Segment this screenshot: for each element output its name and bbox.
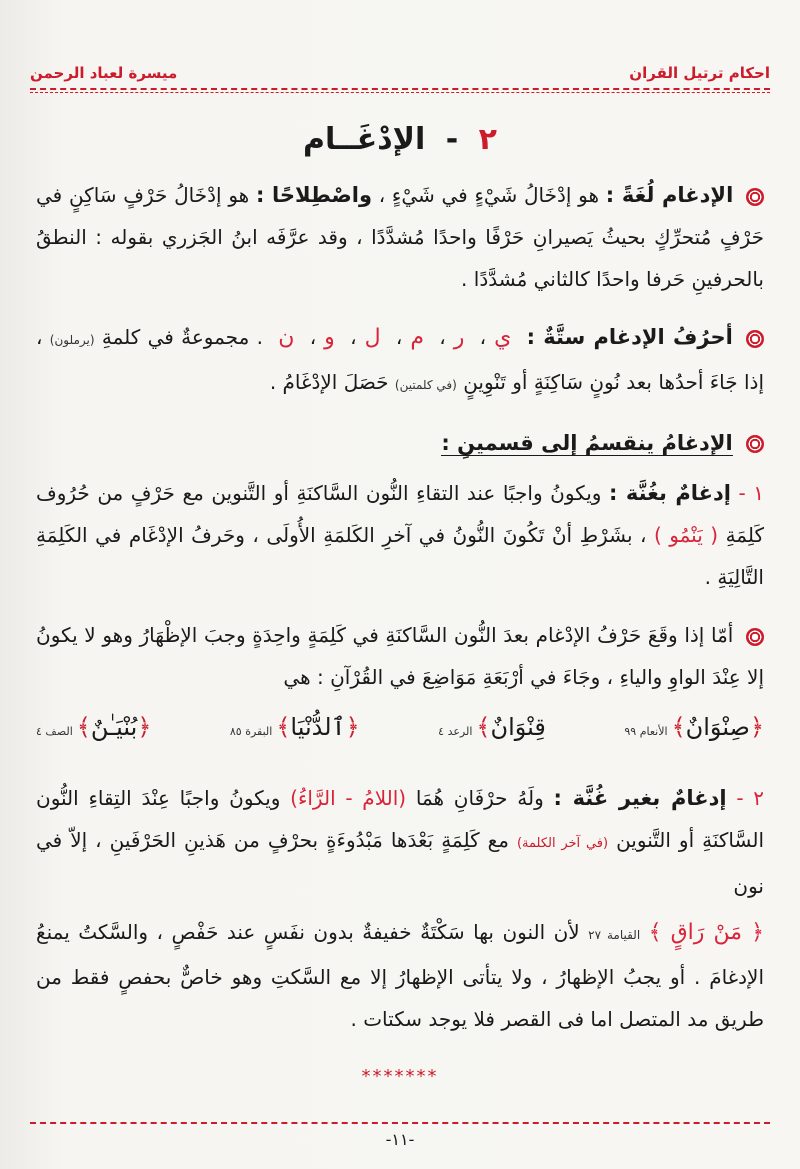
- quran-reference: الأنعام ٩٩: [624, 725, 668, 738]
- term-technical: واصْطِلاحًا :: [255, 183, 372, 207]
- type2-term: إدغامٌ بغير غُنَّة :: [553, 786, 727, 810]
- section-heading: [36, 422, 764, 464]
- letters-note: (في كلمتين): [394, 378, 457, 392]
- type2-note: (في آخر الكلمة): [516, 836, 609, 851]
- type1-word: ( يَنْمُو ): [653, 523, 719, 547]
- type1-number: ١ -: [738, 481, 764, 505]
- quran-examples: [36, 706, 764, 753]
- flower-bullet-icon: [746, 330, 764, 348]
- letter-waw: و: [324, 325, 335, 350]
- section-end-stars: *******: [361, 1066, 439, 1087]
- flower-bullet-icon: [746, 435, 764, 453]
- definition-technical: هو إدْخَالُ حَرْفٍ سَاكِنٍ في حَرْفٍ مُتحرِّكٍ بحيثُ يَصيرانِ حَرْفًا واحدًا مُشدَّدًا ، وقد عرَّفَه ابنُ الجَزري بقوله : النطقُ بالحرفينِ حَرفا واحدًا كالثاني مُشدَّدًا .: [36, 183, 764, 291]
- quran-example: ﴿ٱلدُّنْيَا﴾البقرة ٨٥: [229, 713, 360, 741]
- letter-ra: ر: [453, 325, 465, 350]
- type2-text-3: مع كَلِمَةٍ بَعْدَها مَبْدُوءَةٍ بحرْفٍ من هَذينِ الحَرْفَينِ ، إلاّ في نون: [36, 828, 764, 898]
- quran-reference: الرعد ٤: [438, 725, 473, 738]
- letter-ya: ي: [494, 325, 512, 350]
- definition-linguistic: هو إدْخَالُ شَيْءٍ في شَيْءٍ ،: [378, 183, 600, 207]
- quran-example: ﴿بُنْيَـٰنٌ﴾الصف ٤: [36, 713, 152, 741]
- type1-paragraph: [36, 472, 764, 598]
- term-letters: أحرُفُ الإدغام ستَّةٌ :: [526, 325, 733, 349]
- footer-divider: [30, 1122, 770, 1124]
- type1-text-2: ، بشَرْطِ أنْ تَكُونَ النُّونُ في آخرِ الكَلمَةِ الأُولَى ، وحَرفُ الإدْغَام في الكَلِمَةِ التَّالِيَةِ .: [36, 523, 764, 589]
- quran-word: ٱلدُّنْيَا: [290, 713, 346, 741]
- letters-text-3: حَصَلَ الإدْغَامُ .: [269, 370, 389, 394]
- header-series-title: ميسرة لعباد الرحمن: [30, 64, 178, 82]
- quran-word: بُنْيَـٰنٌ: [90, 713, 138, 741]
- quran-reference: البقرة ٨٥: [229, 725, 273, 738]
- running-header: [30, 60, 770, 86]
- type1-term: إدغامٌ بغُنَّة :: [608, 481, 731, 505]
- idgham-letters: ي، ر، م، ل، و، ن: [278, 325, 512, 350]
- sakt-reference: القيامة ٢٧: [588, 928, 641, 942]
- chapter-title: [36, 118, 764, 162]
- definition-paragraph: [36, 174, 764, 300]
- page-number: -١١-: [385, 1130, 415, 1149]
- sakt-text: لأن النون بها سَكْتَةٌ خفيفةٌ بدون نفَسٍ عند حَفْصٍ ، والسَّكتُ يمنعُ الإدغامَ . أو يجبُ الإظهارُ ، ولا يتأتى الإظهارُ إلا مع السَّكتِ وهو خاصٌّ بحفصٍ فقط من طريق مد المتصل اما فى القصر فلا يوجد سكتات .: [36, 920, 764, 1031]
- quran-word: قِنْوَانٌ: [490, 713, 546, 741]
- chapter-number: ٢: [478, 122, 497, 157]
- header-divider-thin: [30, 92, 770, 93]
- chapter-dash: -: [445, 122, 459, 157]
- mnemonic-word: (يرملون): [49, 333, 95, 347]
- section-heading-text: الإدغامُ ينقسمُ إلى قسمينِ :: [441, 431, 733, 455]
- quran-example: ﴿صِنْوَانٌ﴾الأنعام ٩٩: [624, 713, 764, 741]
- sakt-example: ﴿ مَنْ رَاقٍ ﴾: [648, 920, 764, 945]
- letter-nun: ن: [278, 325, 295, 350]
- letters-text-2: ، إذا جَاءَ أحدُها بعد نُونٍ سَاكِنَةٍ أو تَنْوِينٍ: [36, 325, 764, 394]
- sakt-paragraph: [36, 911, 764, 1040]
- page-content: [36, 112, 764, 1098]
- letter-mim: م: [410, 325, 424, 350]
- type1-text-1: ويكونُ واجبًا عند التقاءِ النُّون السَّاكنَةِ أو التَّنوين مع حَرْفٍ من حُرُوف كَلِمَةِ: [36, 481, 764, 547]
- chapter-title-text: الإدْغَــام: [303, 122, 426, 157]
- letters-text-1: . مجموعةٌ في كلمةِ: [101, 325, 263, 349]
- exception-text: أمّا إذا وقَعَ حَرْفُ الإدْغام بعدَ النُّون السَّاكنَةِ في كَلِمَةٍ واحِدَةٍ وجبَ الإظْهَارُ وهو لا يكونُ إلا عِنْدَ الواوِ والياءِ ، وجَاءَ في أرْبَعَةِ مَوَاضِعَ في القُرْآنِ : هي: [36, 623, 764, 689]
- header-book-title: احكام ترتيل القران: [629, 64, 770, 82]
- exception-paragraph: [36, 614, 764, 698]
- type2-text-1: ولَهُ حرْفَانِ هُمَا: [415, 786, 544, 810]
- quran-reference: الصف ٤: [36, 725, 73, 738]
- type2-text-2: ويكونُ واجبًا عِنْدَ التِقاءِ النُّون السَّاكنَةِ أو التَّنوين: [36, 786, 764, 852]
- letters-paragraph: [36, 316, 764, 406]
- quran-example: قِنْوَانٌ﴾الرعد ٤: [438, 713, 546, 741]
- type2-paragraph: [36, 777, 764, 907]
- term-linguistic: الإدغام لُغَةً :: [605, 183, 734, 207]
- flower-bullet-icon: [746, 628, 764, 646]
- type2-letters: (اللامُ - الرَّاءُ): [290, 786, 407, 810]
- header-divider: [30, 88, 770, 90]
- letter-lam: ل: [364, 325, 381, 350]
- flower-bullet-icon: [746, 188, 764, 206]
- quran-word: صِنْوَانٌ: [685, 713, 750, 741]
- type2-number: ٢ -: [736, 786, 765, 810]
